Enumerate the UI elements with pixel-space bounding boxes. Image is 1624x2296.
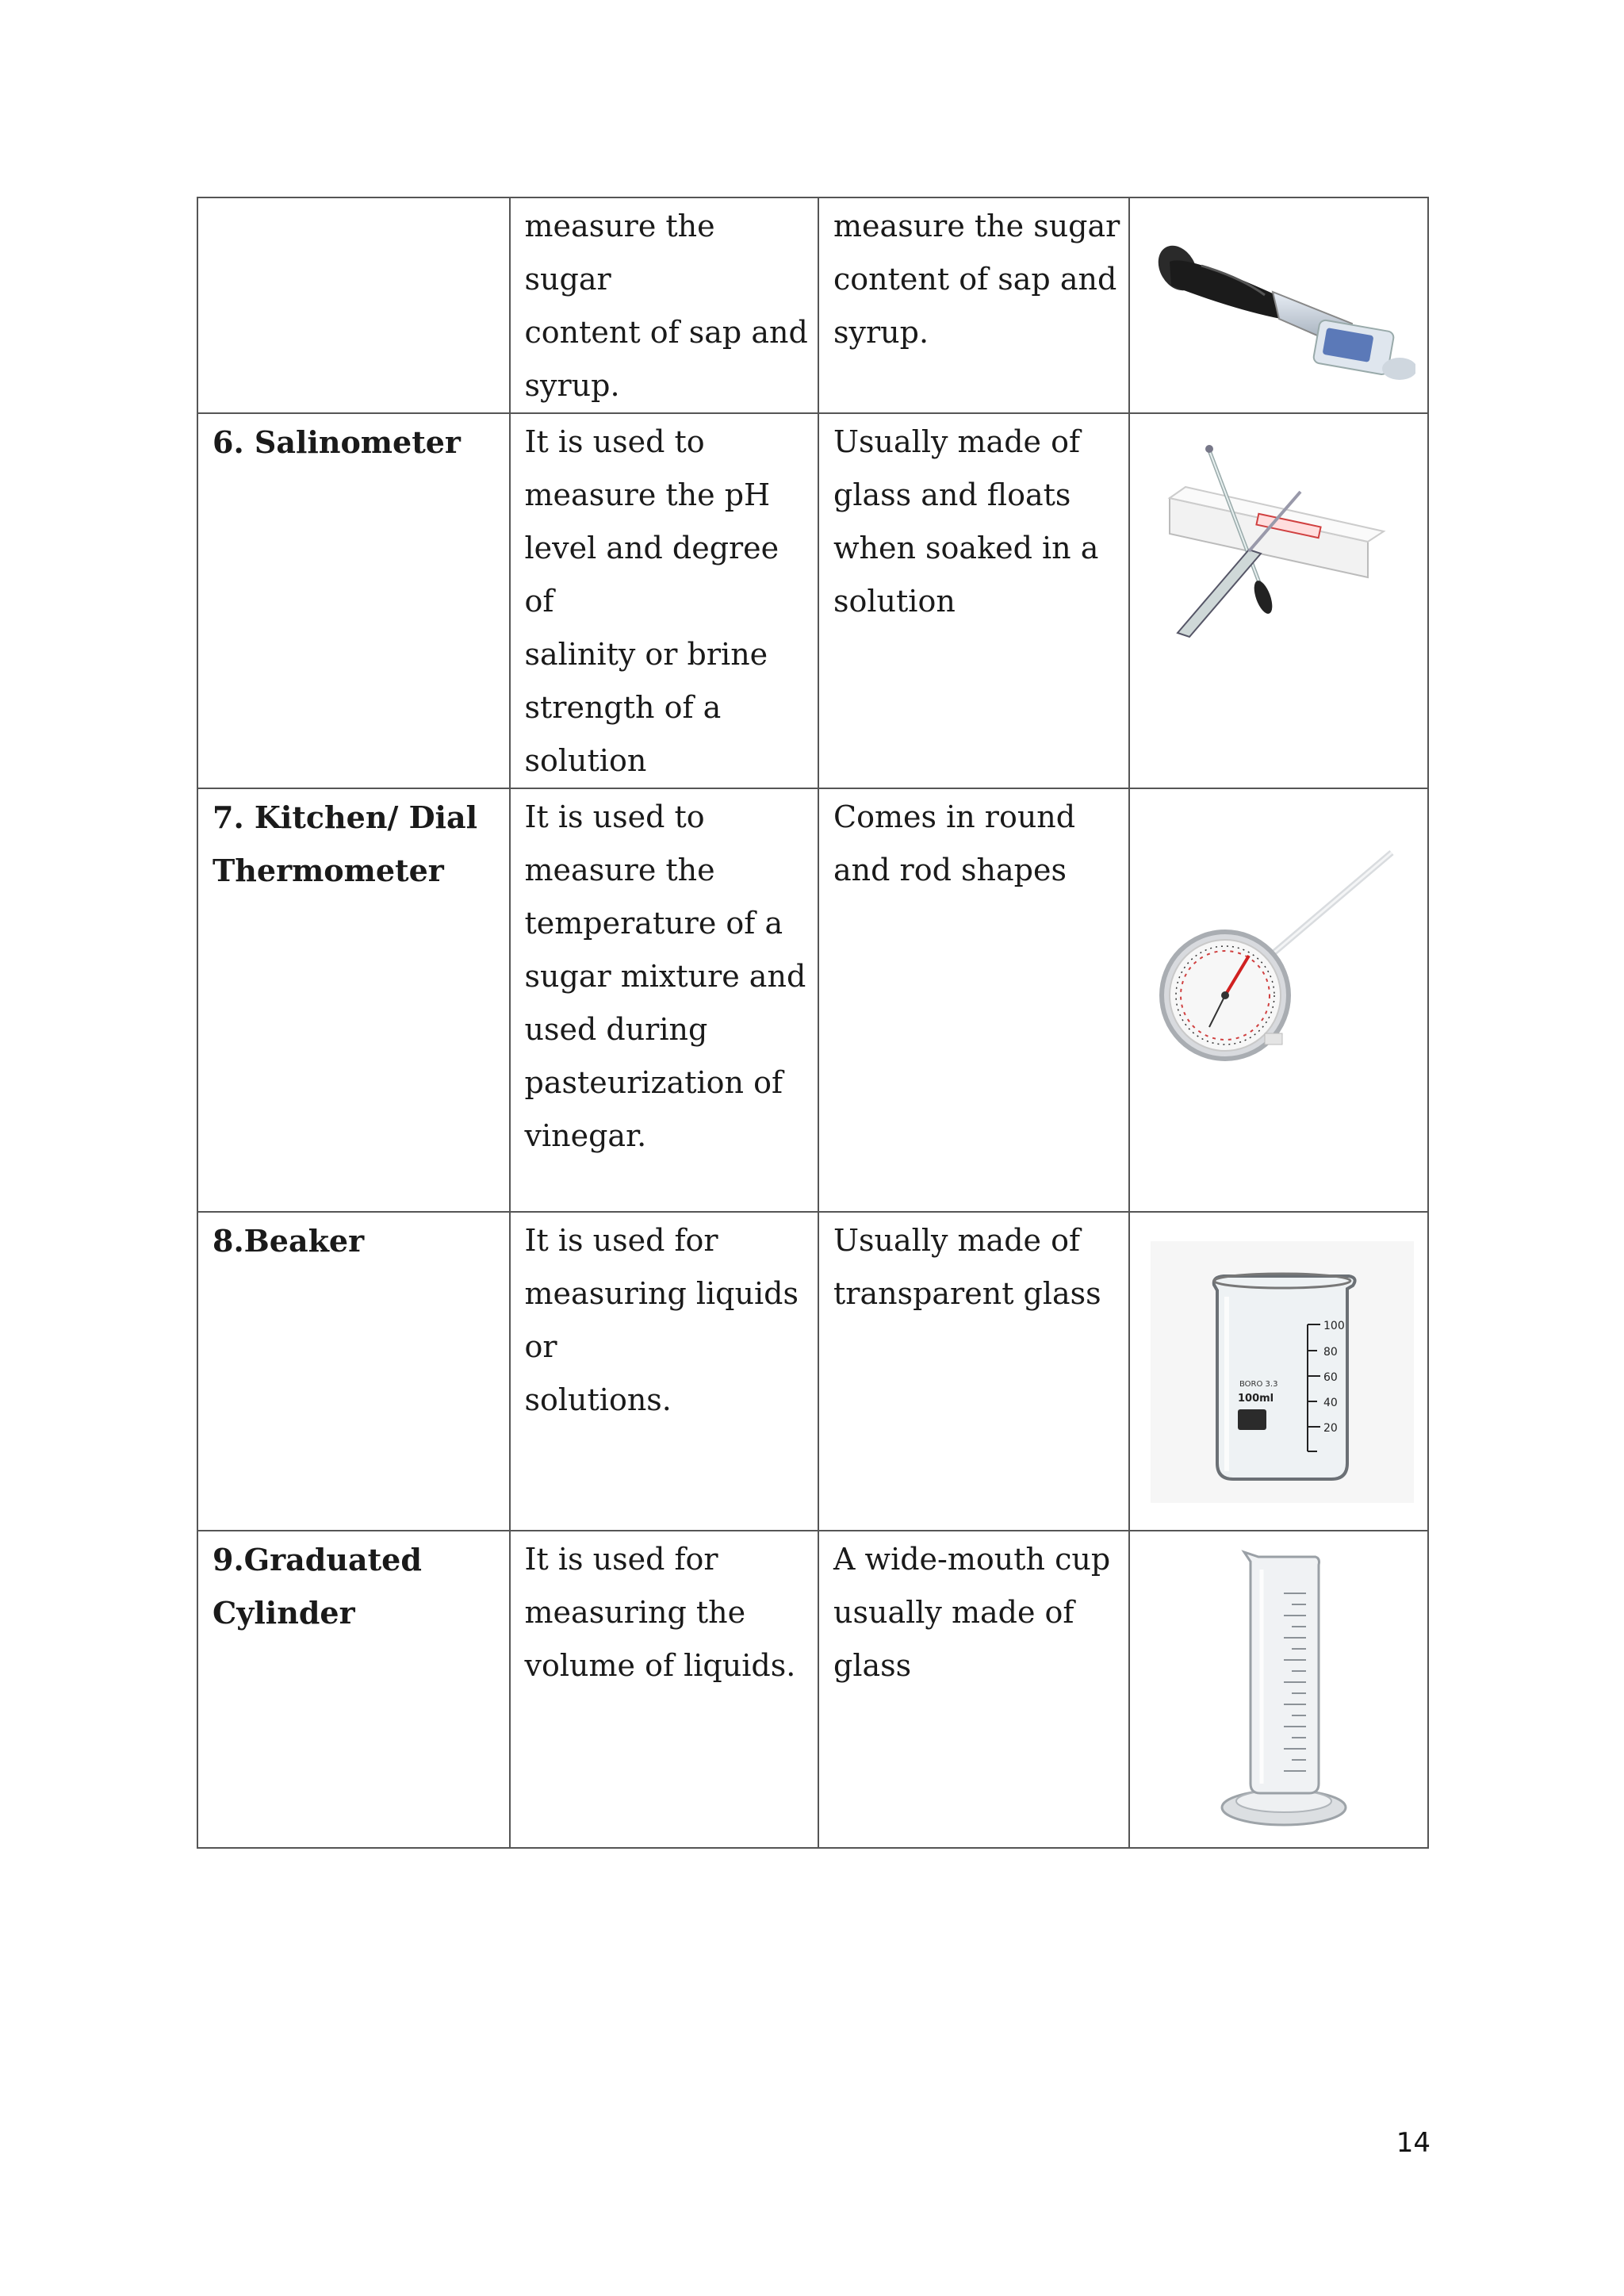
- page-number: 14: [1396, 2127, 1431, 2159]
- equipment-name: Cylinder: [213, 1595, 355, 1631]
- beaker-mark-label: 20: [1323, 1422, 1338, 1435]
- use-line: content of sap and: [524, 315, 808, 350]
- equipment-name: 7. Kitchen/ Dial: [213, 799, 478, 835]
- description-line: Comes in round: [833, 799, 1076, 834]
- use-line: It is used to: [524, 424, 705, 459]
- description-line: content of sap and: [833, 262, 1117, 297]
- use-line: vinegar.: [524, 1118, 647, 1153]
- description-line: Usually made of: [833, 1223, 1081, 1258]
- table-row: [197, 788, 1428, 1212]
- salinometer-image: [1154, 435, 1408, 641]
- description-line: measure the sugar: [833, 209, 1120, 243]
- table-row: [197, 1531, 1428, 1848]
- use-line: measuring the: [524, 1595, 746, 1630]
- description-line: A wide-mouth cup: [833, 1542, 1111, 1577]
- equipment-image-cell: [1129, 1531, 1428, 1848]
- use-line: It is used for: [524, 1542, 718, 1577]
- description-line: glass: [833, 1648, 912, 1683]
- description-line: Usually made of: [833, 424, 1081, 459]
- equipment-image-cell: [1129, 1212, 1428, 1531]
- description-line: solution: [833, 584, 956, 619]
- description-line: when soaked in a: [833, 531, 1099, 565]
- use-line: pasteurization of: [524, 1065, 783, 1100]
- use-line: It is used for: [524, 1223, 718, 1258]
- equipment-name-cell: [197, 788, 510, 1212]
- graduated-cylinder-image: [1205, 1546, 1363, 1839]
- equipment-description-cell: [818, 413, 1129, 788]
- beaker-mark-label: 40: [1323, 1397, 1338, 1409]
- use-line: salinity or brine: [524, 637, 768, 672]
- use-line: level and degree of: [524, 531, 779, 619]
- description-line: transparent glass: [833, 1276, 1101, 1311]
- description-line: and rod shapes: [833, 853, 1067, 887]
- dial-thermometer-image: [1154, 837, 1408, 1098]
- use-line: sugar mixture and: [524, 959, 806, 994]
- equipment-name-cell: [197, 413, 510, 788]
- equipment-name-cell: [197, 197, 510, 413]
- equipment-image-cell: [1129, 413, 1428, 788]
- use-line: or: [524, 1329, 557, 1364]
- beaker-mark-label: 60: [1323, 1371, 1338, 1384]
- equipment-use-cell: [510, 1531, 819, 1848]
- equipment-use-cell: [510, 1212, 819, 1531]
- use-line: solution: [524, 743, 647, 778]
- equipment-name: Thermometer: [213, 853, 444, 888]
- equipment-name: 9.Graduated: [213, 1542, 422, 1577]
- use-line: measure the pH: [524, 477, 771, 512]
- use-line: temperature of a: [524, 906, 783, 941]
- equipment-use-cell: [510, 197, 819, 413]
- equipment-name-cell: [197, 1531, 510, 1848]
- use-line: syrup.: [524, 368, 620, 403]
- description-line: glass and floats: [833, 477, 1071, 512]
- equipment-image-cell: [1129, 197, 1428, 413]
- table-row: [197, 197, 1428, 413]
- table-row: [197, 413, 1428, 788]
- equipment-name: 6. Salinometer: [213, 424, 461, 460]
- equipment-description-cell: [818, 197, 1129, 413]
- use-line: strength of a: [524, 690, 722, 725]
- refractometer-image: [1154, 230, 1415, 389]
- equipment-description-cell: [818, 1212, 1129, 1531]
- equipment-description-cell: [818, 1531, 1129, 1848]
- beaker-brand-label: BORO 3.3: [1239, 1380, 1277, 1389]
- equipment-name-cell: [197, 1212, 510, 1531]
- use-line: It is used to: [524, 799, 705, 834]
- beaker-mark-label: 100: [1323, 1320, 1345, 1332]
- use-line: measure the: [524, 853, 715, 887]
- beaker-mark-label: 80: [1323, 1346, 1338, 1359]
- description-line: usually made of: [833, 1595, 1074, 1630]
- use-line: solutions.: [524, 1382, 672, 1417]
- use-line: measure the sugar: [524, 209, 715, 297]
- description-line: syrup.: [833, 315, 929, 350]
- equipment-table: [197, 197, 1429, 1849]
- use-line: volume of liquids.: [524, 1648, 796, 1683]
- table-row: [197, 1212, 1428, 1531]
- beaker-volume-label: 100ml: [1237, 1393, 1274, 1405]
- equipment-use-cell: [510, 788, 819, 1212]
- use-line: used during: [524, 1012, 708, 1047]
- beaker-image: [1151, 1241, 1414, 1503]
- equipment-name: 8.Beaker: [213, 1223, 365, 1259]
- equipment-image-cell: [1129, 788, 1428, 1212]
- equipment-use-cell: [510, 413, 819, 788]
- equipment-description-cell: [818, 788, 1129, 1212]
- use-line: measuring liquids: [524, 1276, 799, 1311]
